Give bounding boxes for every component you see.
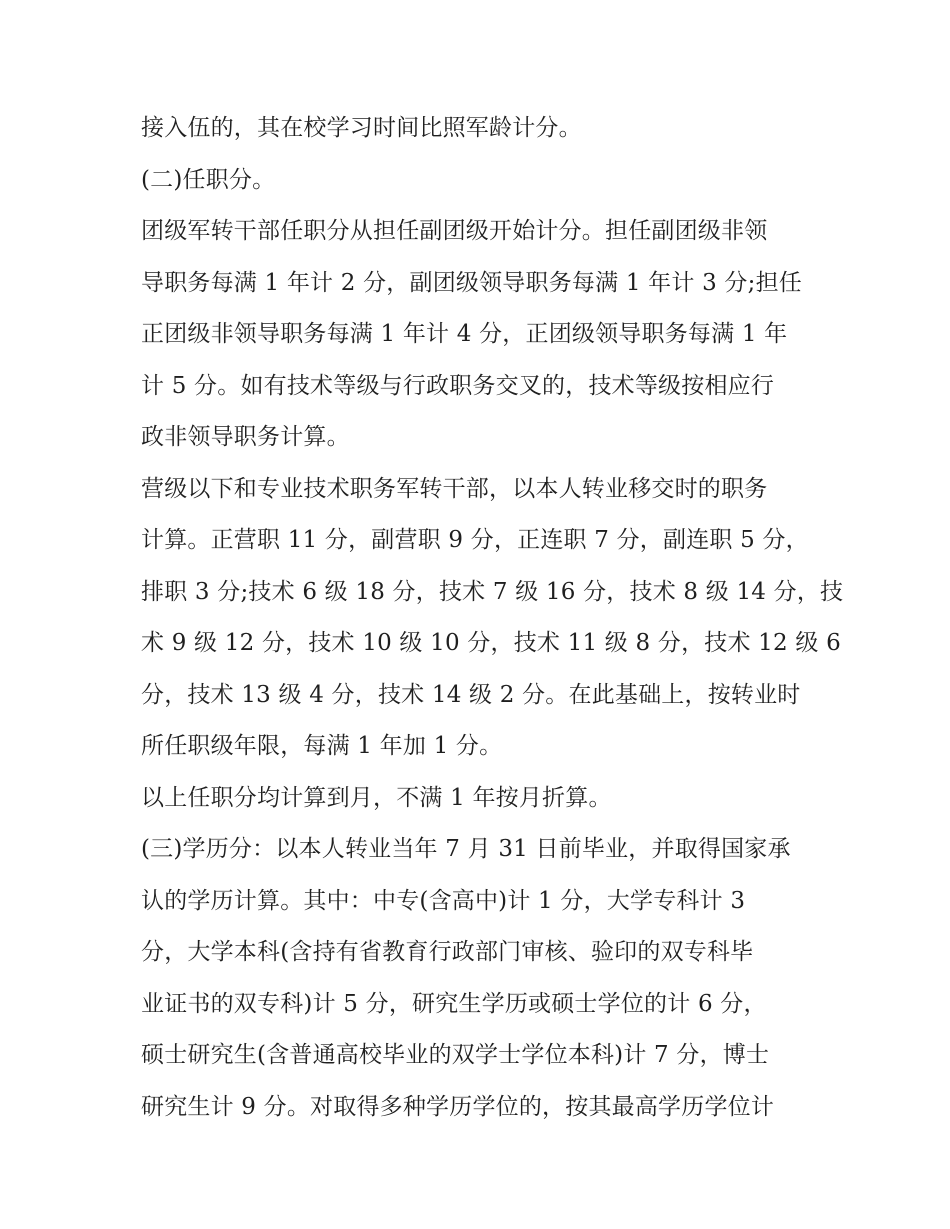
section-heading: (三)学历分：以本人转业当年 7 月 31 日前毕业，并取得国家承 <box>141 836 791 862</box>
text-line: 以上任职分均计算到月，不满 1 年按月折算。 <box>141 784 612 811</box>
text-line: 认的学历计算。其中：中专(含高中)计 1 分，大学专科计 3 <box>141 887 746 914</box>
text-line: 营级以下和专业技术职务军转干部，以本人转业移交时的职务 <box>141 475 768 502</box>
text-line: 所任职级年限，每满 1 年加 1 分。 <box>141 733 503 759</box>
text-line: 政非领导职务计算。 <box>141 424 350 450</box>
text-line: 计 5 分。如有技术等级与行政职务交叉的，技术等级按相应行 <box>141 372 775 399</box>
text-line: 硕士研究生(含普通高校毕业的双学士学位本科)计 7 分，博士 <box>141 1042 770 1068</box>
document-body <box>141 103 844 1133</box>
text-line: 计算。正营职 11 分，副营职 9 分，正连职 7 分，副连职 5 分， <box>141 527 809 553</box>
text-line: 分，大学本科(含持有省教育行政部门审核、验印的双专科毕 <box>141 939 754 965</box>
section-heading: (二)任职分。 <box>141 166 276 193</box>
text-line: 业证书的双专科)计 5 分，研究生学历或硕士学位的计 6 分， <box>141 990 767 1017</box>
text-line: 团级军转干部任职分从担任副团级开始计分。担任副团级非领 <box>141 218 768 244</box>
text-line: 正团级非领导职务每满 1 年计 4 分，正团级领导职务每满 1 年 <box>141 321 788 347</box>
text-line: 研究生计 9 分。对取得多种学历学位的，按其最高学历学位计 <box>141 1093 775 1120</box>
text-line: 分，技术 13 级 4 分，技术 14 级 2 分。在此基础上，按转业时 <box>141 681 801 708</box>
text-line: 接入伍的，其在校学习时间比照军龄计分。 <box>141 115 582 141</box>
text-line: 排职 3 分;技术 6 级 18 分，技术 7 级 16 分，技术 8 级 14 分，技 <box>141 578 844 605</box>
text-line: 导职务每满 1 年计 2 分，副团级领导职务每满 1 年计 3 分;担任 <box>141 269 802 296</box>
text-line: 术 9 级 12 分，技术 10 级 10 分，技术 11 级 8 分，技术 12 级 6 <box>141 630 841 656</box>
